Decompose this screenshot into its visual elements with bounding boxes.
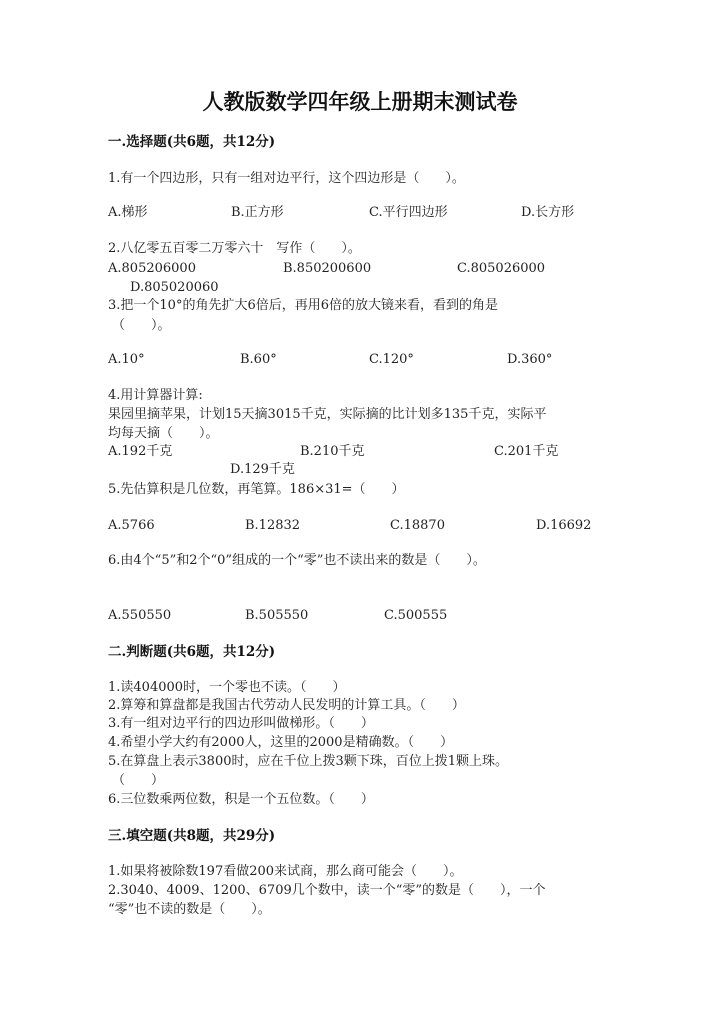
judgement-item-3: 3.有一组对边平行的四边形叫做梯形。（ ） xyxy=(108,716,374,731)
q6-option-c: C.500555 xyxy=(384,608,448,623)
question-2-stem: 2.八亿零五百零二万零六十 写作（ ）。 xyxy=(108,241,361,256)
q2-option-d: D.805020060 xyxy=(130,280,219,295)
q5-option-a: A.5766 xyxy=(108,518,155,533)
q4-option-a: A.192千克 xyxy=(108,444,173,459)
q5-option-c: C.18870 xyxy=(390,518,445,533)
q3-option-c: C.120° xyxy=(369,352,414,367)
judgement-item-4: 4.希望小学大约有2000人，这里的2000是精确数。（ ） xyxy=(108,735,454,750)
q2-option-c: C.805026000 xyxy=(457,261,546,276)
q2-option-a: A.805206000 xyxy=(108,261,196,276)
fill-blank-item-2-line1: 2.3040、4009、1200、6709几个数中，读一个“零”的数是（ ），一个 xyxy=(108,883,546,898)
judgement-item-5: 5.在算盘上表示3800时，应在千位上拨3颗下珠，百位上拨1颗上珠。 xyxy=(108,754,509,769)
q3-option-a: A.10° xyxy=(108,352,145,367)
judgement-item-5-bracket: （ ） xyxy=(112,773,165,788)
q1-option-d: D.长方形 xyxy=(521,205,575,220)
fill-blank-item-2-line2: “零”也不读的数是（ ）。 xyxy=(108,902,271,917)
page-title: 人教版数学四年级上册期末测试卷 xyxy=(202,89,518,114)
question-4-line1: 4.用计算器计算: xyxy=(108,388,203,403)
section-heading-fill-blank: 三.填空题(共8题，共29分) xyxy=(108,828,276,844)
q5-option-b: B.12832 xyxy=(245,518,301,533)
section-heading-choice: 一.选择题(共6题，共12分) xyxy=(108,134,276,150)
judgement-item-2: 2.算筹和算盘都是我国古代劳动人民发明的计算工具。（ ） xyxy=(108,698,465,713)
fill-blank-item-1: 1.如果将被除数197看做200来试商，那么商可能会（ ）。 xyxy=(108,864,463,879)
q3-option-d: D.360° xyxy=(507,352,553,367)
question-5-stem: 5.先估算积是几位数，再笔算。186×31=（ ） xyxy=(108,482,405,497)
q2-option-b: B.850200600 xyxy=(283,261,372,276)
question-1-stem: 1.有一个四边形，只有一组对边平行，这个四边形是（ ）。 xyxy=(108,171,465,186)
question-3-stem-line2: （ ）。 xyxy=(112,318,171,333)
question-6-stem: 6.由4个“5”和2个“0”组成的一个“零”也不读出来的数是（ ）。 xyxy=(108,553,486,568)
q6-option-b: B.505550 xyxy=(245,608,309,623)
judgement-item-1: 1.读404000时，一个零也不读。（ ） xyxy=(108,680,346,695)
q1-option-c: C.平行四边形 xyxy=(369,205,448,220)
section-heading-judgement: 二.判断题(共6题，共12分) xyxy=(108,644,276,660)
judgement-item-6: 6.三位数乘两位数，积是一个五位数。（ ） xyxy=(108,792,374,807)
q6-option-a: A.550550 xyxy=(108,608,172,623)
q1-option-a: A.梯形 xyxy=(108,205,148,220)
q5-option-d: D.16692 xyxy=(536,518,592,533)
q4-option-b: B.210千克 xyxy=(300,444,365,459)
question-4-line2: 果园里摘苹果，计划15天摘3015千克，实际摘的比计划多135千克，实际平 xyxy=(108,407,547,422)
q4-option-d: D.129千克 xyxy=(230,462,295,477)
q4-option-c: C.201千克 xyxy=(494,444,559,459)
question-4-line3: 均每天摘（ ）。 xyxy=(108,426,219,441)
q1-option-b: B.正方形 xyxy=(231,205,284,220)
q3-option-b: B.60° xyxy=(240,352,277,367)
question-3-stem-line1: 3.把一个10°的角先扩大6倍后，再用6倍的放大镜来看，看到的角是 xyxy=(108,298,498,313)
